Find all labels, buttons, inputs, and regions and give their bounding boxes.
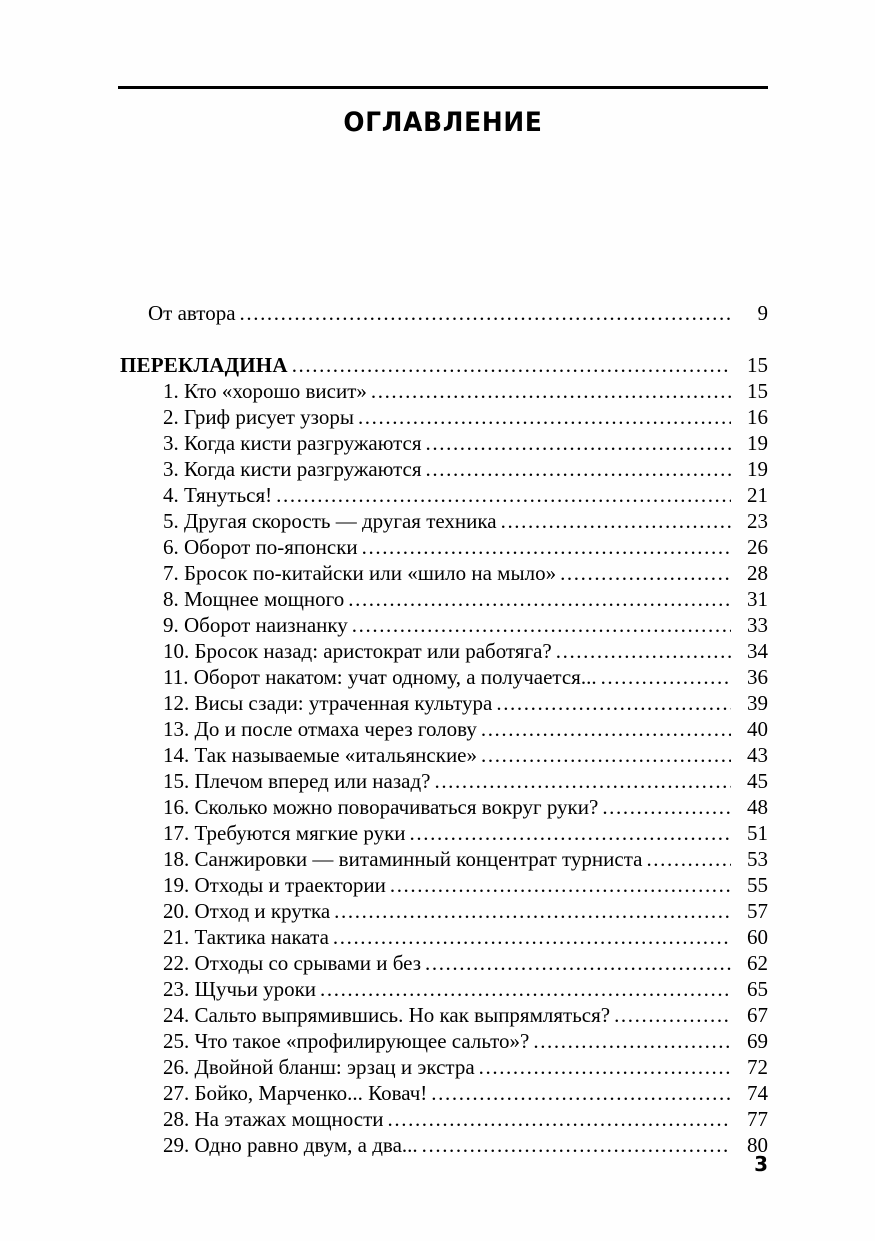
- toc-dot-leader: [496, 690, 731, 711]
- toc-dot-leader: [333, 924, 731, 945]
- toc-dot-leader: [434, 768, 731, 789]
- toc-entry-row[interactable]: [118, 898, 768, 924]
- toc-dot-leader: [410, 820, 731, 841]
- toc-entry-page-number: 9: [757, 301, 768, 325]
- toc-dot-leader: [646, 846, 731, 867]
- toc-entry-page-number: 43: [747, 743, 768, 767]
- toc-entry-page-number: 74: [747, 1081, 768, 1105]
- toc-entry-label: 12. Висы сзади: утраченная культура: [163, 691, 493, 715]
- toc-dot-leader: [422, 1132, 731, 1153]
- toc-entry-page-number: 19: [747, 457, 768, 481]
- toc-dot-leader: [601, 664, 731, 685]
- toc-entry-page-number: 48: [747, 795, 768, 819]
- toc-dot-leader: [358, 404, 731, 425]
- toc-entry-page-number: 57: [747, 899, 768, 923]
- toc-entry-label: 26. Двойной бланш: эрзац и экстра: [163, 1055, 475, 1079]
- toc-entry-row[interactable]: [118, 976, 768, 1002]
- page-number: 3: [754, 1152, 768, 1176]
- toc-entry-page-number: 77: [747, 1107, 768, 1131]
- page-title: ОГЛАВЛЕНИЕ: [343, 107, 543, 138]
- toc-entry-row[interactable]: [118, 456, 768, 482]
- toc-entry-label: 23. Щучьи уроки: [163, 977, 317, 1001]
- header-rule: [118, 86, 768, 89]
- toc-entry-label: ПЕРЕКЛАДИНА: [120, 353, 288, 377]
- toc-entry-page-number: 51: [747, 821, 768, 845]
- toc-entry-row[interactable]: [118, 1080, 768, 1106]
- toc-entry-page-number: 28: [747, 561, 768, 585]
- toc-entry-row[interactable]: [118, 1028, 768, 1054]
- toc-entry-page-number: 67: [747, 1003, 768, 1027]
- toc-entry-page-number: 45: [747, 769, 768, 793]
- toc-entry-label: 2. Гриф рисует узоры: [163, 405, 354, 429]
- toc-entry-label: 13. До и после отмаха через голову: [163, 717, 477, 741]
- toc-dot-leader: [348, 586, 731, 607]
- toc-entry-row[interactable]: [118, 508, 768, 534]
- toc-entry-page-number: 53: [747, 847, 768, 871]
- toc-entry-page-number: 72: [747, 1055, 768, 1079]
- toc-entry-page-number: 39: [747, 691, 768, 715]
- toc-spacer: [118, 326, 768, 352]
- toc-entry-label: 11. Оборот накатом: учат одному, а получается...: [163, 665, 597, 689]
- toc-entry-label: 28. На этажах мощности: [163, 1107, 384, 1131]
- toc-entry-row[interactable]: [118, 742, 768, 768]
- toc-dot-leader: [390, 872, 731, 893]
- toc-entry-page-number: 21: [747, 483, 768, 507]
- toc-entry-label: 8. Мощнее мощного: [163, 587, 345, 611]
- toc-dot-leader: [479, 1054, 731, 1075]
- toc-entry-page-number: 80: [747, 1133, 768, 1157]
- toc-entry-page-number: 33: [747, 613, 768, 637]
- toc-dot-leader: [352, 612, 731, 633]
- toc-dot-leader: [292, 352, 731, 373]
- toc-dot-leader: [362, 534, 731, 555]
- toc-entry-label: 3. Когда кисти разгружаются: [163, 457, 422, 481]
- toc-dot-leader: [481, 742, 731, 763]
- toc-dot-leader: [602, 794, 731, 815]
- toc-entry-row[interactable]: [118, 1002, 768, 1028]
- toc-entry-label: 25. Что такое «профилирующее сальто»?: [163, 1029, 530, 1053]
- toc-entry-row[interactable]: [118, 924, 768, 950]
- toc-dot-leader: [371, 378, 731, 399]
- toc-entry-row[interactable]: [118, 716, 768, 742]
- toc-entry-row[interactable]: [118, 794, 768, 820]
- toc-entry-page-number: 69: [747, 1029, 768, 1053]
- toc-entry-list: [118, 300, 768, 1158]
- toc-dot-leader: [614, 1002, 731, 1023]
- toc-dot-leader: [501, 508, 731, 529]
- toc-dot-leader: [276, 482, 731, 503]
- toc-dot-leader: [533, 1028, 731, 1049]
- toc-entry-page-number: 15: [747, 379, 768, 403]
- toc-dot-leader: [425, 950, 731, 971]
- toc-entry-row[interactable]: [118, 300, 768, 326]
- toc-entry-row[interactable]: [118, 482, 768, 508]
- toc-entry-page-number: 60: [747, 925, 768, 949]
- toc-entry-label: 29. Одно равно двум, а два...: [163, 1133, 418, 1157]
- toc-entry-row[interactable]: [118, 404, 768, 430]
- toc-dot-leader: [560, 560, 731, 581]
- toc-dot-leader: [240, 300, 731, 321]
- toc-entry-row[interactable]: [118, 638, 768, 664]
- toc-dot-leader: [426, 430, 731, 451]
- toc-entry-label: 10. Бросок назад: аристократ или работяга?: [163, 639, 552, 663]
- toc-entry-page-number: 34: [747, 639, 768, 663]
- toc-entry-label: 6. Оборот по-японски: [163, 535, 358, 559]
- toc-entry-page-number: 40: [747, 717, 768, 741]
- toc-entry-row[interactable]: [118, 430, 768, 456]
- toc-entry-label: 4. Тянуться!: [163, 483, 273, 507]
- toc-entry-row[interactable]: [118, 950, 768, 976]
- toc-entry-row[interactable]: [118, 1054, 768, 1080]
- toc-entry-label: 9. Оборот наизнанку: [163, 613, 348, 637]
- toc-entry-label: 7. Бросок по-китайски или «шило на мыло»: [163, 561, 557, 585]
- toc-entry-page-number: 19: [747, 431, 768, 455]
- toc-entry-label: 1. Кто «хорошо висит»: [163, 379, 367, 403]
- toc-entry-label: 18. Санжировки — витаминный концентрат турниста: [163, 847, 643, 871]
- toc-entry-row[interactable]: [118, 872, 768, 898]
- toc-entry-page-number: 55: [747, 873, 768, 897]
- toc-entry-row[interactable]: [118, 664, 768, 690]
- toc-entry-page-number: 15: [747, 353, 768, 377]
- toc-entry-page-number: 26: [747, 535, 768, 559]
- toc-entry-label: От автора: [148, 301, 236, 325]
- toc-entry-row[interactable]: [118, 560, 768, 586]
- toc-entry-page-number: 62: [747, 951, 768, 975]
- toc-entry-label: 24. Сальто выпрямившись. Но как выпрямляться?: [163, 1003, 611, 1027]
- toc-entry-label: 22. Отходы со срывами и без: [163, 951, 421, 975]
- toc-entry-label: 21. Тактика наката: [163, 925, 329, 949]
- toc-entry-label: 27. Бойко, Марченко... Ковач!: [163, 1081, 428, 1105]
- toc-entry-page-number: 23: [747, 509, 768, 533]
- toc-entry-label: 17. Требуются мягкие руки: [163, 821, 406, 845]
- toc-entry-label: 16. Сколько можно поворачиваться вокруг руки?: [163, 795, 599, 819]
- toc-entry-row[interactable]: [118, 1106, 768, 1132]
- toc-entry-label: 3. Когда кисти разгружаются: [163, 431, 422, 455]
- toc-part-row[interactable]: [118, 352, 768, 378]
- toc-entry-label: 15. Плечом вперед или назад?: [163, 769, 431, 793]
- toc-entry-row[interactable]: [118, 690, 768, 716]
- toc-dot-leader: [426, 456, 731, 477]
- toc-entry-label: 14. Так называемые «итальянские»: [163, 743, 478, 767]
- toc-dot-leader: [334, 898, 731, 919]
- toc-entry-row[interactable]: [118, 534, 768, 560]
- toc-entry-label: 20. Отход и крутка: [163, 899, 331, 923]
- toc-dot-leader: [320, 976, 731, 997]
- toc-dot-leader: [556, 638, 731, 659]
- toc-entry-label: 19. Отходы и траектории: [163, 873, 386, 897]
- toc-entry-label: 5. Другая скорость — другая техника: [163, 509, 497, 533]
- toc-dot-leader: [431, 1080, 731, 1101]
- toc-entry-row[interactable]: [118, 768, 768, 794]
- toc-entry-page-number: 65: [747, 977, 768, 1001]
- toc-entry-row[interactable]: [118, 586, 768, 612]
- toc-entry-row[interactable]: [118, 846, 768, 872]
- toc-entry-row[interactable]: [118, 612, 768, 638]
- toc-entry-row[interactable]: [118, 820, 768, 846]
- toc-entry-page-number: 16: [747, 405, 768, 429]
- toc-entry-row[interactable]: [118, 378, 768, 404]
- toc-entry-page-number: 31: [747, 587, 768, 611]
- toc-dot-leader: [388, 1106, 731, 1127]
- toc-dot-leader: [481, 716, 731, 737]
- toc-entry-page-number: 36: [747, 665, 768, 689]
